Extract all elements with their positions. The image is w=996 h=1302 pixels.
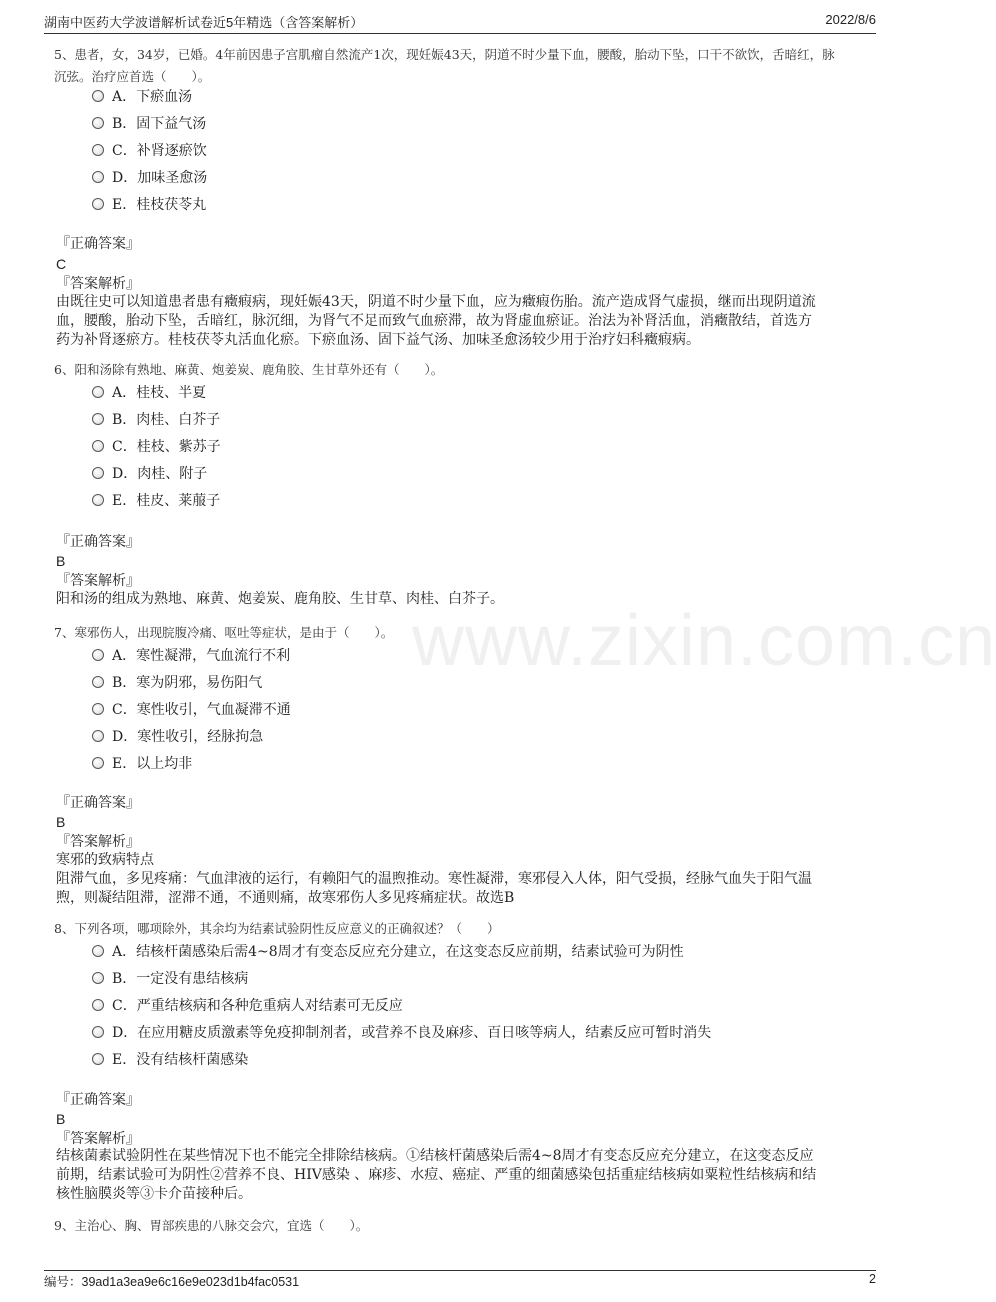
analysis-line: 核性脑膜炎等③卡介苗接种后。 bbox=[56, 1186, 252, 1202]
radio-icon[interactable] bbox=[92, 757, 104, 769]
q8-option-e[interactable] bbox=[92, 1049, 248, 1071]
question-5-stem bbox=[54, 44, 884, 88]
option-text: 桂枝、半夏 bbox=[136, 385, 207, 401]
option-text: 没有结核杆菌感染 bbox=[136, 1052, 249, 1068]
stem-line: 沉弦。治疗应首选（ ）。 bbox=[54, 69, 211, 84]
option-letter: B． bbox=[112, 971, 137, 987]
option-letter: B． bbox=[112, 412, 137, 428]
option-letter: A． bbox=[112, 944, 137, 960]
option-text: 结核杆菌感染后需4~8周才有变态反应充分建立，在这变态反应前期，结素试验可为阴性 bbox=[136, 944, 684, 960]
correct-answer-value: C bbox=[56, 256, 67, 272]
answer-analysis bbox=[56, 1147, 868, 1204]
q6-option-c[interactable] bbox=[92, 436, 221, 458]
q8-option-d[interactable] bbox=[92, 1022, 711, 1044]
q7-option-d[interactable] bbox=[92, 726, 263, 748]
radio-icon[interactable] bbox=[92, 945, 104, 957]
option-text: 肉桂、附子 bbox=[137, 466, 208, 482]
option-letter: D． bbox=[112, 170, 138, 186]
option-text: 一定没有患结核病 bbox=[136, 971, 249, 987]
option-letter: E． bbox=[112, 197, 137, 213]
watermark: www.zixin.com.cn bbox=[412, 601, 996, 681]
option-letter: B． bbox=[112, 116, 137, 132]
option-text: 桂枝、紫苏子 bbox=[136, 439, 221, 455]
correct-answer-value: B bbox=[56, 553, 66, 569]
option-text: 严重结核病和各种危重病人对结素可无反应 bbox=[136, 998, 403, 1014]
q8-option-a[interactable] bbox=[92, 941, 684, 963]
option-letter: D． bbox=[112, 729, 138, 745]
radio-icon[interactable] bbox=[92, 117, 104, 129]
option-text: 加味圣愈汤 bbox=[137, 170, 208, 186]
q8-option-c[interactable] bbox=[92, 995, 403, 1017]
correct-answer-label: 『正确答案』 bbox=[56, 795, 140, 811]
answer-analysis bbox=[56, 851, 868, 908]
document-date: 2022/8/6 bbox=[825, 12, 876, 27]
option-text: 以上均非 bbox=[136, 756, 193, 772]
option-letter: C． bbox=[112, 439, 137, 455]
correct-answer-value: B bbox=[56, 814, 66, 830]
footer-rule bbox=[44, 1270, 876, 1271]
radio-icon[interactable] bbox=[92, 386, 104, 398]
analysis-line: 前期，结素试验可为阴性②营养不良、HIV感染 、麻疹、水痘、癌症、严重的细菌感染包括重症结核病如粟粒性结核病和结 bbox=[56, 1167, 817, 1183]
analysis-label: 『答案解析』 bbox=[56, 573, 140, 589]
option-letter: D． bbox=[112, 466, 138, 482]
question-7-stem bbox=[54, 622, 884, 644]
q6-option-d[interactable] bbox=[92, 463, 207, 485]
correct-answer-label: 『正确答案』 bbox=[56, 534, 140, 550]
option-text: 下瘀血汤 bbox=[136, 89, 193, 105]
correct-answer-value: B bbox=[56, 1111, 66, 1127]
option-letter: E． bbox=[112, 493, 137, 509]
option-text: 肉桂、白芥子 bbox=[136, 412, 221, 428]
option-text: 寒性收引，气血凝滞不通 bbox=[136, 702, 291, 718]
q6-option-b[interactable] bbox=[92, 409, 220, 431]
stem-line: 8、下列各项，哪项除外，其余均为结素试验阴性反应意义的正确叙述？（ ） bbox=[54, 921, 500, 936]
radio-icon[interactable] bbox=[92, 144, 104, 156]
option-letter: A． bbox=[112, 89, 137, 105]
radio-icon[interactable] bbox=[92, 440, 104, 452]
radio-icon[interactable] bbox=[92, 198, 104, 210]
page-header bbox=[44, 12, 876, 32]
question-9-stem bbox=[54, 1215, 884, 1237]
radio-icon[interactable] bbox=[92, 730, 104, 742]
analysis-line: 血，腰酸，胎动下坠，舌暗红，脉沉细，为肾气不足而致气血瘀滞，故为肾虚血瘀证。治法为补肾活血，消癥散结，首选方 bbox=[56, 313, 812, 329]
option-text: 补肾逐瘀饮 bbox=[136, 143, 207, 159]
option-letter: E． bbox=[112, 756, 137, 772]
option-letter: A． bbox=[112, 385, 137, 401]
stem-line: 5、患者，女，34岁，已婚。4年前因患子宫肌瘤自然流产1次，现妊娠43天，阴道不时少量下血，腰酸，胎动下坠，口干不欲饮，舌暗红，脉 bbox=[54, 47, 835, 62]
analysis-line: 阳和汤的组成为熟地、麻黄、炮姜炭、鹿角胶、生甘草、肉桂、白芥子。 bbox=[56, 591, 504, 607]
document-code: 编号：39ad1a3ea9e6c16e9e023d1b4fac0531 bbox=[44, 1275, 300, 1289]
option-letter: B． bbox=[112, 675, 137, 691]
radio-icon[interactable] bbox=[92, 171, 104, 183]
q5-option-b[interactable] bbox=[92, 113, 206, 135]
answer-analysis bbox=[56, 293, 868, 350]
radio-icon[interactable] bbox=[92, 1026, 104, 1038]
analysis-line: 药为补肾逐瘀方。桂枝茯苓丸活血化瘀。下瘀血汤、固下益气汤、加味圣愈汤较少用于治疗妇科癥瘕病。 bbox=[56, 332, 700, 348]
option-text: 寒性收引，经脉拘急 bbox=[137, 729, 264, 745]
question-6-stem bbox=[54, 359, 884, 381]
analysis-line: 结核菌素试验阴性在某些情况下也不能完全排除结核病。①结核杆菌感染后需4~8周才有变态反应充分建立，在这变态反应 bbox=[56, 1148, 814, 1164]
analysis-label: 『答案解析』 bbox=[56, 276, 140, 292]
radio-icon[interactable] bbox=[92, 649, 104, 661]
option-text: 寒性凝滞，气血流行不利 bbox=[136, 648, 291, 664]
radio-icon[interactable] bbox=[92, 1053, 104, 1065]
option-text: 在应用糖皮质激素等免疫抑制剂者，或营养不良及麻疹、百日咳等病人，结素反应可暂时消失 bbox=[137, 1025, 712, 1041]
q5-option-a[interactable] bbox=[92, 86, 192, 108]
q5-option-d[interactable] bbox=[92, 167, 207, 189]
q6-option-a[interactable] bbox=[92, 382, 206, 404]
radio-icon[interactable] bbox=[92, 467, 104, 479]
answer-analysis bbox=[56, 590, 868, 609]
stem-line: 7、寒邪伤人，出现脘腹冷痛、呕吐等症状，是由于（ ）。 bbox=[54, 625, 394, 640]
q7-option-e[interactable] bbox=[92, 753, 192, 775]
option-text: 桂枝茯苓丸 bbox=[136, 197, 207, 213]
q8-option-b[interactable] bbox=[92, 968, 248, 990]
stem-line: 6、阳和汤除有熟地、麻黄、炮姜炭、鹿角胶、生甘草外还有（ ）。 bbox=[54, 362, 444, 377]
correct-answer-label: 『正确答案』 bbox=[56, 1092, 140, 1108]
q5-option-c[interactable] bbox=[92, 140, 207, 162]
radio-icon[interactable] bbox=[92, 703, 104, 715]
radio-icon[interactable] bbox=[92, 972, 104, 984]
radio-icon[interactable] bbox=[92, 494, 104, 506]
q7-option-a[interactable] bbox=[92, 645, 290, 667]
analysis-line: 寒邪的致病特点 bbox=[56, 852, 154, 868]
q5-option-e[interactable] bbox=[92, 194, 206, 216]
option-text: 桂皮、莱菔子 bbox=[136, 493, 221, 509]
option-letter: C． bbox=[112, 702, 137, 718]
option-letter: D． bbox=[112, 1025, 138, 1041]
q7-option-b[interactable] bbox=[92, 672, 262, 694]
radio-icon[interactable] bbox=[92, 676, 104, 688]
option-letter: E． bbox=[112, 1052, 137, 1068]
header-rule bbox=[44, 33, 876, 34]
analysis-line: 由既往史可以知道患者患有癥瘕病，现妊娠43天，阴道不时少量下血，应为癥瘕伤胎。流产造成肾气虚损，继而出现阴道流 bbox=[56, 294, 816, 310]
analysis-line: 阻滞气血，多见疼痛：气血津液的运行，有赖阳气的温煦推动。寒性凝滞，寒邪侵入人体，阳气受损，经脉气血失于阳气温 bbox=[56, 871, 812, 887]
analysis-label: 『答案解析』 bbox=[56, 834, 140, 850]
page-number: 2 bbox=[869, 1272, 876, 1286]
radio-icon[interactable] bbox=[92, 90, 104, 102]
radio-icon[interactable] bbox=[92, 999, 104, 1011]
stem-line: 9、主治心、胸、胃部疾患的八脉交会穴，宜选（ ）。 bbox=[54, 1218, 369, 1233]
option-text: 寒为阴邪，易伤阳气 bbox=[136, 675, 263, 691]
correct-answer-label: 『正确答案』 bbox=[56, 236, 140, 252]
analysis-line: 煦，则凝结阻滞，涩滞不通，不通则痛，故寒邪伤人多见疼痛症状。故选B bbox=[56, 890, 515, 906]
document-title: 湖南中医药大学波谱解析试卷近5年精选（含答案解析） bbox=[44, 15, 364, 30]
q7-option-c[interactable] bbox=[92, 699, 291, 721]
analysis-label: 『答案解析』 bbox=[56, 1131, 140, 1147]
option-letter: C． bbox=[112, 998, 137, 1014]
option-letter: A． bbox=[112, 648, 137, 664]
question-8-stem bbox=[54, 918, 884, 940]
q6-option-e[interactable] bbox=[92, 490, 220, 512]
option-letter: C． bbox=[112, 143, 137, 159]
page-footer bbox=[44, 1272, 876, 1290]
radio-icon[interactable] bbox=[92, 413, 104, 425]
option-text: 固下益气汤 bbox=[136, 116, 207, 132]
